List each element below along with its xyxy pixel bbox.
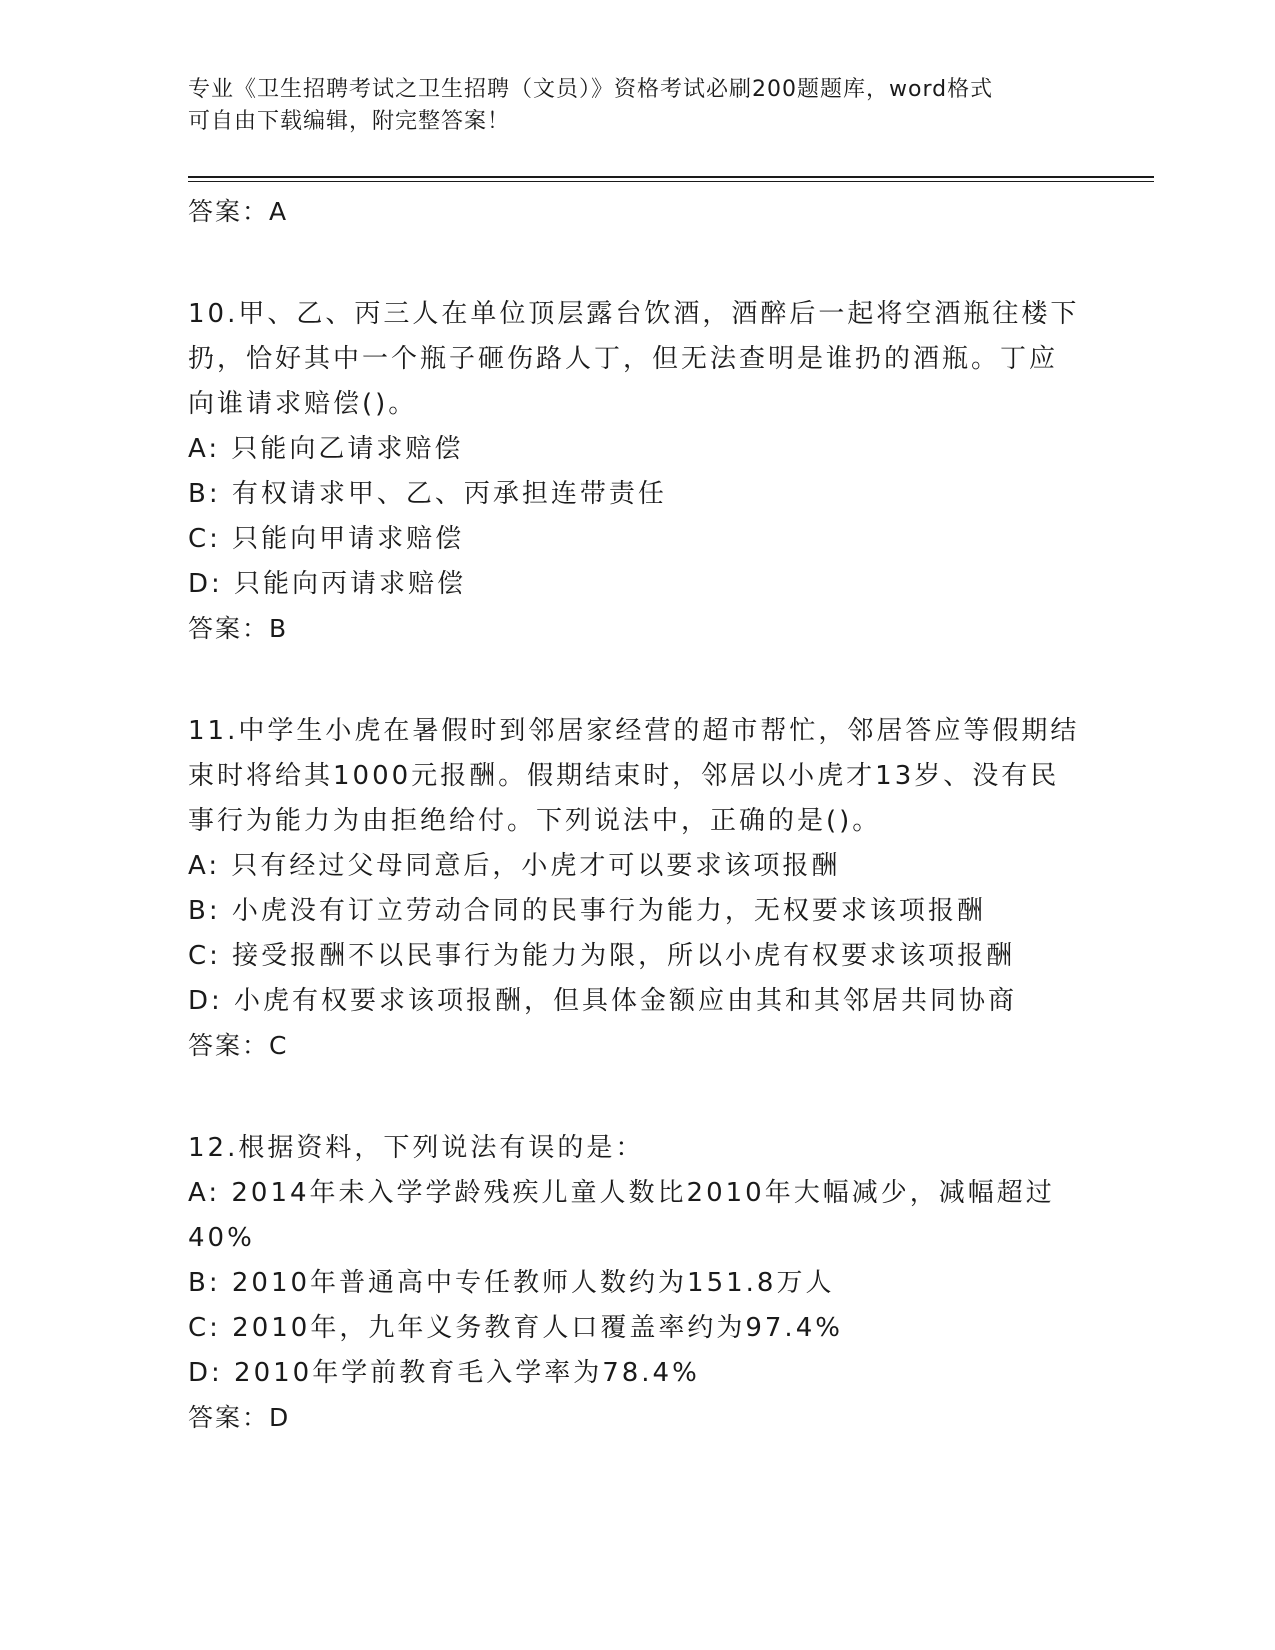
- option-b: B: 小虎没有订立劳动合同的民事行为能力，无权要求该项报酬: [188, 896, 986, 926]
- question-text-line: 扔，恰好其中一个瓶子砸伤路人丁，但无法查明是谁扔的酒瓶。丁应: [188, 344, 1059, 374]
- option-a: A: 2014年未入学学龄残疾儿童人数比2010年大幅减少，减幅超过: [188, 1178, 1055, 1208]
- answer-line: 答案：D: [188, 1403, 291, 1432]
- document-header: [188, 74, 1068, 138]
- option-d: D: 小虎有权要求该项报酬，但具体金额应由其和其邻居共同协商: [188, 986, 1018, 1016]
- question-text-line: 向谁请求赔偿()。: [188, 389, 418, 419]
- option-b: B: 2010年普通高中专任教师人数约为151.8万人: [188, 1268, 835, 1298]
- question-12: [188, 1126, 1088, 1440]
- header-divider-thin: [188, 181, 1154, 182]
- question-11: [188, 709, 1088, 1068]
- previous-answer: 答案：A: [188, 197, 289, 226]
- header-divider-thick: [188, 176, 1154, 178]
- option-b: B: 有权请求甲、乙、丙承担连带责任: [188, 479, 667, 509]
- option-c: C: 只能向甲请求赔偿: [188, 524, 465, 554]
- option-d: D: 2010年学前教育毛入学率为78.4%: [188, 1358, 700, 1388]
- option-c: C: 2010年，九年义务教育人口覆盖率约为97.4%: [188, 1313, 843, 1343]
- answer-line: 答案：C: [188, 1031, 289, 1060]
- question-list: [188, 190, 1088, 1440]
- question-text-line: 束时将给其1000元报酬。假期结束时，邻居以小虎才13岁、没有民: [188, 761, 1060, 791]
- question-text-line: 事行为能力为由拒绝给付。下列说法中，正确的是()。: [188, 806, 882, 836]
- option-d: D: 只能向丙请求赔偿: [188, 569, 467, 599]
- header-title-line-2: 可自由下载编辑，附完整答案！: [188, 109, 511, 134]
- option-a-continued: 40%: [188, 1223, 255, 1253]
- option-a: A: 只有经过父母同意后，小虎才可以要求该项报酬: [188, 851, 841, 881]
- question-text-line: 10.甲、乙、丙三人在单位顶层露台饮酒，酒醉后一起将空酒瓶往楼下: [188, 299, 1080, 329]
- question-text-line: 12.根据资料，下列说法有误的是：: [188, 1133, 645, 1163]
- option-a: A: 只能向乙请求赔偿: [188, 434, 464, 464]
- option-c: C: 接受报酬不以民事行为能力为限，所以小虎有权要求该项报酬: [188, 941, 1016, 971]
- header-title-line-1: 专业《卫生招聘考试之卫生招聘（文员）》资格考试必刷200题题库，word格式: [188, 77, 994, 102]
- question-10: [188, 292, 1088, 651]
- question-text-line: 11.中学生小虎在暑假时到邻居家经营的超市帮忙，邻居答应等假期结: [188, 716, 1080, 746]
- answer-line: 答案：B: [188, 614, 289, 643]
